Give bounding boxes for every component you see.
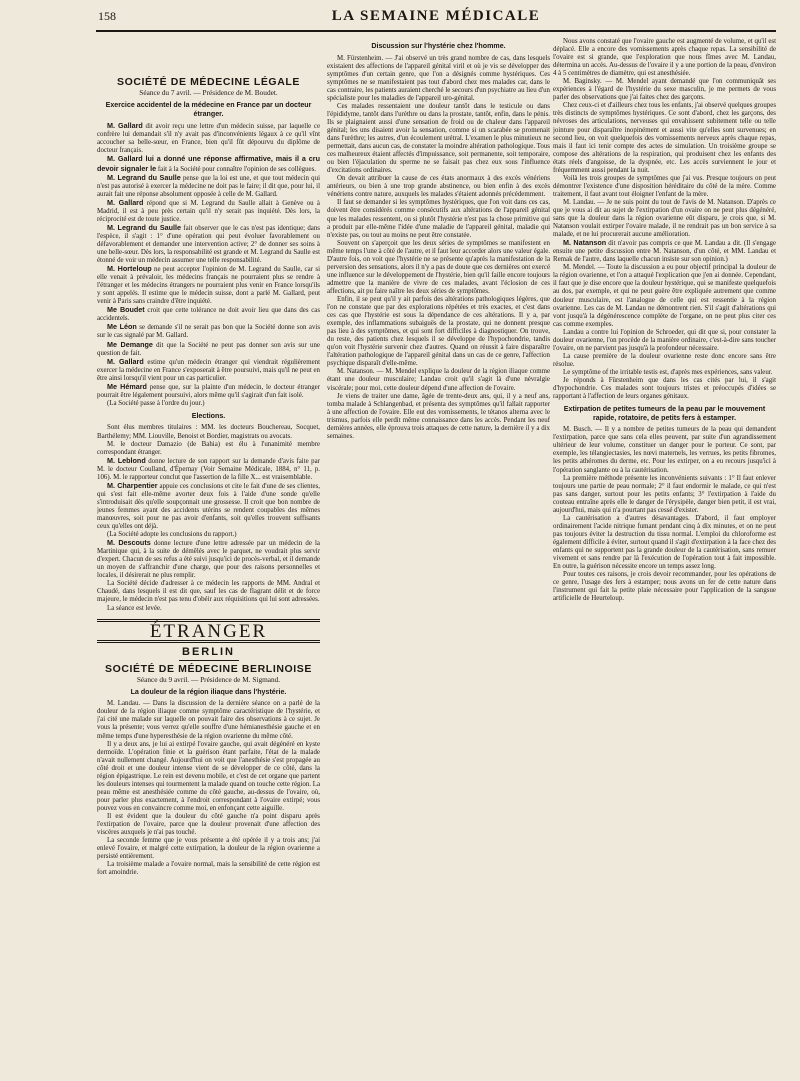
paragraph: On devait attribuer la cause de ces états anormaux à des excès vénériens antérieurs, ou bien à une trop grande abstinence, ou bien enfin à des excès vénériens contre nature, auxquels les malades s'étaient adonnés précédemment. (327, 175, 550, 199)
paragraph: M. Landau. — Je ne suis point du tout de l'avis de M. Natanson. D'après ce que je vous ai dit au sujet de l'extirpation d'un ovaire on ne peut plus dégénéré, sans que la douleur dans la région ovarienne eût disparu, je crois que, si M. Natanson voulait extirper l'ovaire malade, il ne rendrait pas un bon service à sa malade, et ne lui procurerait aucune amélioration. (553, 198, 776, 239)
paragraph: Je réponds à Fürstenheim que dans les cas cités par lui, il s'agit d'hypochondrie. Ces malades sont toujours tristes et préoccupés d'idées se rapportant à l'affection de leurs organes génitaux. (553, 376, 776, 401)
paragraph: M. Gallard lui a donné une réponse affirmative, mais il a cru devoir signaler le fait à la Société pour connaître l'opinion de ses collègues. (97, 154, 320, 173)
column-2 (327, 38, 550, 1074)
paragraph: La séance est levée. (107, 604, 162, 612)
paragraphs-elections (97, 424, 320, 612)
paragraphs-col3 (553, 38, 776, 603)
paragraph: La cause première de la douleur ovarienne reste donc encore sans être résolue. (553, 352, 776, 368)
paragraph: M. Mendel. — Toute la discussion a eu pour objectif principal la douleur de la région ovarienne, et l'on a attaqué l'explication que j'en ai donnée. Cependant, il faut que je dise encore que la douleur hystérique, qui se manifeste quelquefois au dos, par exemple, et qui ne peut guère être expliquée autrement que comme douleur musculaire, est l'analogue de celle qui est ressentie à la région ovarienne. Les cas de M. Landau ne démontrent rien. S'il s'agit d'altérations qui vont jusqu'à la dégénérescence complète de l'organe, on ne peut plus citer ces cas comme exemples. (553, 264, 776, 328)
paragraph: M. Leblond donne lecture de son rapport sur la demande d'avis faite par M. le docteur Coulland, d'Épernay (Voir Semaine Médicale, 1884, n° 11, p. 106). M. le rapporteur conclut que l'assertion de la fille X... est vraisemblable. (97, 455, 320, 481)
paragraph: Sont élus membres titulaires : MM. les docteurs Bouchereau, Socquet, Barthélemy; MM. Liouville, Benoist et Bordier, magistrats ou avocats. (97, 424, 320, 440)
paragraphs-berlin (97, 700, 320, 877)
paragraph: Landau a contre lui l'opinion de Schroeder, qui dit que si, pour constater la douleur ovarienne, l'on procède de la manière ordinaire, c'est-à-dire sans toucher l'ovaire, on ne parvient pas jusqu'à la profondeur nécessaire. (553, 328, 776, 352)
paragraph: M. Horteloup ne peut accepter l'opinion de M. Legrand du Saulle, car si elle venait à prévaloir, les médecins français ne pourraient plus se rendre à l'étranger et les médecins étrangers ne pourraient plus venir en France lorsqu'ils y sont appelés. Il estime que le médecin suisse, dont a parlé M. Gallard, peut venir à Paris sans craindre d'être inquiété. (97, 264, 320, 306)
page-header (96, 6, 776, 32)
paragraph: M. Fürstenheim. — J'ai observé un très grand nombre de cas, dans lesquels existaient des affections de l'appareil génital viril et où je vis se développer des symptômes d'un certain genre, que l'on a désignés comme hystériques. Ces symptômes ne se manifestaient pas tout d'abord chez mes malades car, dans le cas contraire, les patients auraient cherché le secours d'un psychiatre au lieu d'un spécialiste pour les maladies de l'appareil uro-génital. (327, 54, 550, 102)
paragraph: M. Legrand du Saulle fait observer que le cas n'est pas identique; dans l'espèce, il s'agit : 1° d'une opération qui peut évoluer favorablement ou défavorablement et demander une intervention active; 2° de donner ses soins à une belle-sœur. Dès lors, la responsabilité est grande et M. Legrand du Saulle est étonné de voir un médecin assumer une telle responsabilité. (97, 222, 320, 265)
divider (179, 660, 239, 661)
paragraph: La troisième malade a l'ovaire normal, mais la sensibilité de cette région est fort amoindrie. (97, 861, 320, 877)
paragraph: Il faut se demander si les symptômes hystériques, que l'on voit dans ces cas, doivent être considérés comme consécutifs aux altérations de l'appareil génital que les malades ressentent, ou si plutôt l'hystérie n'est pas la chose primitive qui a produit par elle-même l'idée d'une maladie de l'appareil génital, maladie qui n'existe pas, ou tout au moins ne peut être constatée. (327, 199, 550, 239)
journal-title: LA SEMAINE MÉDICALE (331, 8, 541, 24)
banner-etranger: ÉTRANGER (97, 619, 320, 643)
section-title-berlin: SOCIÉTÉ DE MÉDECINE BERLINOISE (104, 662, 313, 675)
paragraph: Me Hémard pense que, sur la plainte d'un médecin, le docteur étranger pourrait être légalement poursuivi, alors même qu'il s'agirait d'un fait isolé. (97, 381, 320, 399)
paragraph: M. Natanson dit n'avoir pas compris ce que M. Landau a dit. (Il s'engage ensuite une petite discussion entre M. Natanson, d'un côté, et MM. Landau et Remak de l'autre, dans laquelle chacun insiste sur son opinion.) (553, 238, 776, 264)
paragraph: Enfin, il se peut qu'il y ait parfois des altérations pathologiques légères, que l'on ne constate que par des explorations répétées et très exactes, et c'est dans ces cas que l'hystérie est sous la dépendance de ces altérations. Il y a, par exemple, des inflammations subaiguës de la prostate, qui ne donnent presque pas lieu à des symptômes, et qui sont fort difficiles à diagnostiquer. On trouve, du reste, des patients chez lesquels il se développe de l'hypochondrie, tandis qu'on voit l'hystérie survenir chez d'autres. Quand on réussit à faire disparaître l'altération pathologique de l'appareil génital dans un cas de ce genre, l'affection psychique disparaît d'elle-même. (327, 296, 550, 368)
subhead-hysterie-homme: Discussion sur l'hystérie chez l'homme. (371, 42, 506, 50)
seance-line: Séance du 7 avril. — Présidence de M. Boudet. (139, 88, 278, 98)
city-heading: BERLIN (182, 645, 235, 658)
paragraph: M. le docteur Damazio (de Bahia) est élu à l'unanimité membre correspondant étranger. (97, 440, 320, 456)
paragraph: Nous avons constaté que l'ovaire gauche est augmenté de volume, et qu'il est déplacé. Elle a encore des vomissements après chaque repas. La sensibilité de l'ovaire est si grande, que l'exploration que nous fîmes avec M. Landau, détermina un accès. Au-dessus de l'ovaire il y a une portion de la peau, d'environ 4 à 5 centimètres de diamètre, qui est anesthésiée. (553, 38, 776, 78)
paragraph: Le symptôme of the irritable testis est, d'après mes expériences, sans valeur. (563, 368, 773, 376)
paragraph: M. Baginsky. — M. Mendel ayant demandé que l'on communiquât ses expériences à l'égard de l'hystérie du sexe masculin, je me permets de vous parler des observations que j'ai faites chez des garçons. (553, 78, 776, 102)
column-1 (97, 38, 320, 1074)
paragraph: Me Boudet croit que cette tolérance ne doit avoir lieu que dans des cas accidentels. (97, 305, 320, 323)
paragraph: M. Busch. — Il y a nombre de petites tumeurs de la peau qui demandent l'extirpation, parce que sans cela elles peuvent, par suite d'un agrandissement ultérieur de leur volume, constituer un danger pour le porteur. Ce sont, par exemple, les télangiectasies, les nœvi maternels, les verrues, les petits fibromes, les petits athéromes du derme, etc. Pour les extirper, on a eu recours jusqu'ici à l'opération sanglante ou à la cautérisation. (553, 426, 776, 474)
paragraph: (La Société adopte les conclusions du rapport.) (107, 531, 237, 539)
column-3 (553, 38, 776, 1074)
paragraph: M. Natanson. — M. Mendel explique la douleur de la région iliaque comme étant une douleur musculaire; Landau croit qu'il s'agit là d'une névralgie viscérale; pour moi, cette douleur dépend d'une affection de l'ovaire. (327, 368, 550, 392)
paragraph: Me Léon se demande s'il ne serait pas bon que la Société donne son avis sur le cas signalé par M. Gallard. (97, 322, 320, 340)
paragraph: (La Société passe à l'ordre du jour.) (107, 399, 205, 407)
paragraphs-berlin-cont (327, 42, 550, 441)
paragraph: Chez ceux-ci et d'ailleurs chez tous les enfants, j'ai observé quelques groupes très distincts de symptômes hystériques. Ce sont d'abord, chez les garçons, des névroses des articulations, nerveuses qui envahissent subitement telle ou telle jointure pour disparaître inopinément et aussi vite qu'elles sont survenues; en second lieu, on voit quelquefois des vomissements nerveux après chaque repas, mais il faut ici tenir compte des actes de simulation. Un troisième groupe se compose des altérations de la respiration, qui produisent chez les enfants des états réels d'angoisse, de la dyspnée, etc. Les accès surviennent le jour et fréquemment aussi pendant la nuit. (553, 102, 776, 174)
paragraph: M. Charpentier appuie ces conclusions et cite le fait d'une de ses clientes, qui s'est fait elle-même avorter deux fois à l'aide d'une sonde qu'elle s'introduisait dès qu'elle soupçonnait une grossesse. Il croit que bon nombre de jeunes femmes ayant des accidents utérins se rendent coupables des mêmes manœuvres, soit pour ne pas avoir d'enfants, soit qu'elles trouvent suffisants ceux qu'elles ont déjà. (97, 480, 320, 531)
paragraph: M. Landau. — Dans la discussion de la dernière séance on a parlé de la douleur de la région iliaque comme symptôme caractéristique de l'hystérie, et j'ai cité une malade sur laquelle on pouvait faire des observations à ce sujet. Je vous la présente; vous verrez qu'elle souffre d'une hémianesthésie gauche et en même temps d'une hyperesthésie de la région ovarienne du même côté. (97, 700, 320, 740)
paragraph: M. Gallard dit avoir reçu une lettre d'un médecin suisse, par laquelle ce confrère lui demandait s'il n'y avait pas d'inconvénients légaux à ce qu'il vînt accoucher sa belle-sœur, en France, bien qu'il fût dépourvu du diplôme de docteur français. (97, 121, 320, 155)
paragraph: M. Descouts donne lecture d'une lettre adressée par un médecin de la Martinique qui, à la suite de démêlés avec le parquet, ne voudrait plus servir d'expert. Chacun de ses refus a été suivi jusqu'ici de procès-verbal, et il demande un moyen de s'affranchir d'une charge, que pour des raisons personnelles et locales, il désirerait ne plus remplir. (97, 538, 320, 580)
subhead-iliaque: La douleur de la région iliaque dans l'hystérie. (130, 687, 287, 696)
paragraph: Me Demange dit que la Société ne peut pas donner son avis sur une question de fait. (97, 339, 320, 357)
paragraph: M. Gallard estime qu'un médecin étranger qui viendrait régulièrement exercer la médecine en France s'exposerait à être poursuivi, mais qu'il ne peut en être ainsi lorsqu'il vient pour un cas particulier. (97, 356, 320, 382)
seance-berlin: Séance du 9 avril. — Présidence de M. Sigmand. (136, 674, 281, 684)
subhead-tumeurs: Extirpation de petites tumeurs de la peau par le mouvement rapide, rotatoire, de petits fers à estamper. (563, 405, 766, 422)
paragraph: La cautérisation a d'autres désavantages. D'abord, il faut employer ordinairement l'acide nitrique fumant pendant cinq à dix minutes, et on ne peut pas toujours éviter la destruction du tissu normal. L'emploi du chloroforme est également difficile à éviter, surtout quand il s'agit d'extirpation à la face chez des enfants qui ne supportent pas la grande douleur de la cautérisation, sans remuer vivement et sans rendre par là l'exécution de l'opération tout à fait impossible. En outre, la guérison nécessite encore un temps assez long. (553, 514, 776, 571)
paragraph: La seconde femme que je vous présente a été opérée il y a trois ans; j'ai enlevé l'ovaire, et malgré cette extirpation, la douleur de la région ovarienne a persisté entièrement. (97, 837, 320, 861)
page-number: 158 (98, 9, 116, 23)
paragraph: Souvent on s'aperçoit que les deux séries de symptômes se manifestent en même temps l'une à côté de l'autre, et il faut leur accorder alors une valeur égale. D'autre fois, on voit que l'hystérie ne se présente qu'après la manifestation de la perversion des sensations, alors il n'y a pas de doute que ces dernières ont exercé une influence sur le développement de l'hystérie, bien qu'il faille encore toujours admettre que la manière de vivre de ces malades, avant l'éclosion de ces affections, ait pu faire naître les deux séries de symptômes. (327, 239, 550, 295)
paragraph: La première méthode présente les inconvénients suivants : 1° Il faut enlever toujours une partie de peau normale; 2° il faut endormir le malade, ce qui n'est pas sans danger, surtout pour les petits enfants; 3° l'extirpation à l'aide du couteau entraîne après elle le danger de l'érysipèle, danger bien petit, il est vrai, aujourd'hui, mais qui n'a pourtant pas cessé d'exister. (553, 474, 776, 514)
paragraph: Voilà les trois groupes de symptômes que j'ai vus. Presque toujours on peut démontrer l'existence d'une disposition héréditaire du côté de la mère. Comme traitement, il faut avant tout éloigner l'enfant de la mère. (553, 174, 776, 198)
paragraph: Pour toutes ces raisons, je crois devoir recommander, pour les opérations de ce genre, l'usage des fers à estamper; nous avons un fer de cette nature dans l'instrument qui fait la petite plaie nécessaire pour l'application de la sangsue artificielle de Heurteloup. (553, 571, 776, 603)
paragraph: La Société décide d'adresser à ce médecin les rapports de MM. Andral et Chaudé, dans lesquels il est dit que, sauf les cas de flagrant délit et de force majeure, le médecin n'est pas tenu d'obéir aux réquisitions qui lui sont adressées. (97, 580, 320, 604)
paragraph: M. Gallard répond que si M. Legrand du Saulle allait à Genève ou à Madrid, il est à peu près certain qu'il n'y serait pas inquiété. Dès lors, la réciprocité est de toute justice. (97, 197, 320, 223)
paragraphs-legale (97, 122, 320, 408)
paragraph: Je viens de traiter une dame, âgée de trente-deux ans, qui, il y a neuf ans, tomba malade à Schlangenbad, et présenta des symptômes qu'il fallait rapporter à une affection de l'ovaire. Elle eut des vomissements, le tétanos alterna avec le trismus, parfois elle perdit même connaissance dans les accès. Pendant les neuf dernières années, elle éprouva trois attaques de cette nature, la dernière il y a dix semaines. (327, 392, 550, 440)
paragraph: Il est évident que la douleur du côté gauche n'a point disparu après l'extirpation de l'ovaire, parce que la douleur provenait d'une affection des viscères auxquels je n'ai pas touché. (97, 812, 320, 837)
subhead-exercice: Exercice accidentel de la médecine en France par un docteur étranger. (105, 101, 312, 118)
paragraph: Il y a deux ans, je lui ai extirpé l'ovaire gauche, qui avait dégénéré en kyste dermoïde. L'opération finie et la guérison étant parfaite, l'état de la malade n'avait nullement changé. Aujourd'hui on voit que l'anesthésie s'est propagée au côté droit et une douleur intense vient de se développer de ce côté, dans la région épigastrique. Le rein est devenu mobile, et c'est de cet organe que partent les douleurs intenses qui tourmentent la malade quand on touche cette région. La peau même est anesthésiée comme du côté gauche, au-dessus de l'ovaire, où, pour parler plus exactement, à l'endroit correspondant à l'ovaire extirpé; vous pouvez vous en convaincre comme moi, en enfonçant cette aiguille. (97, 740, 320, 812)
paragraph: Ces malades ressentaient une douleur tantôt dans le testicule ou dans l'épididyme, tantôt dans l'urèthre ou dans la prostate, tantôt, enfin, dans le pénis. Ils se plaignaient aussi d'une sensation de froid ou de chaleur dans l'appareil génital; les uns disaient avoir la sensation, comme si un scarabée se promenait dans l'urèthre; les autres, d'un écoulement urétral. L'examen le plus minutieux ne permettait, dans aucun cas, de constater la moindre altération pathologique. Tous ces malheureux étaient affectés d'impuissance, soit permanente, soit temporaire, ou bien l'éjaculation du sperme ne se faisait pas chez eux sous l'influence d'excitations ordinaires. (327, 102, 550, 175)
subhead-elections: Elections. (191, 411, 226, 420)
section-title-societe-legale: SOCIÉTÉ DE MÉDECINE LÉGALE (116, 76, 301, 88)
paragraph: M. Legrand du Saulle pense que la loi est une, et que tout médecin qui n'est pas autorisé à exercer la médecine ne doit pas le faire; il dit que, pour lui, il aurait fait une réponse absolument opposée à celle de M. Gallard. (97, 172, 320, 198)
